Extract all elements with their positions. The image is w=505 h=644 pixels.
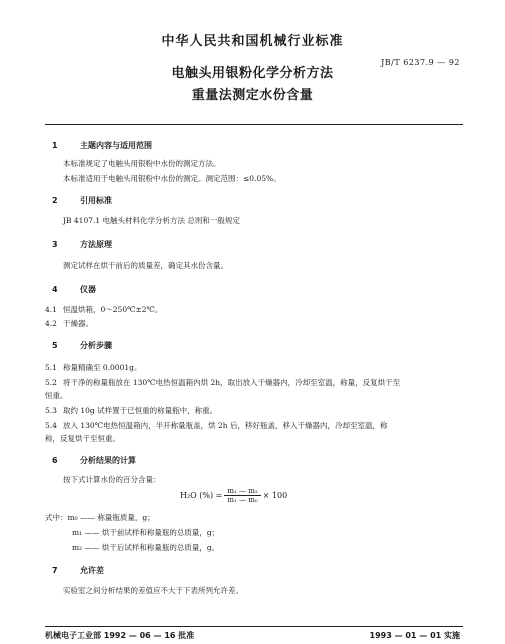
section-title: 分析结果的计算 xyxy=(80,456,136,465)
formula-denominator: m₁ — m₀ xyxy=(227,496,258,504)
bottom-divider xyxy=(45,626,463,627)
section-number: 2 xyxy=(52,196,58,205)
item-text: 干燥器。 xyxy=(63,319,93,328)
implementation-date: 1993 — 01 — 01 实施 xyxy=(369,631,460,640)
item-number: 4.1 xyxy=(45,305,57,314)
section-title: 仪器 xyxy=(80,285,96,294)
document-title-line-2: 重量法测定水份含量 xyxy=(191,88,314,103)
formula-rhs: × 100 xyxy=(262,491,288,500)
section-5-item-3 xyxy=(45,405,217,416)
item-text: 将干净的称量瓶放在 130℃电热恒温箱内烘 2h，取出放入干燥器内，冷却至室温，称量，反复烘干至 xyxy=(63,378,401,387)
section-title: 方法原理 xyxy=(80,240,112,249)
section-number: 1 xyxy=(52,141,58,150)
section-3-paragraph: 测定试样在烘干前后的质量差，确定其水份含量。 xyxy=(63,261,228,270)
formula-where-m1: m₁ —— 烘干前试样和称量瓶的总质量，g； xyxy=(72,528,220,537)
item-text: 恒温烘箱，0～250℃±2℃。 xyxy=(63,305,163,314)
section-title: 引用标准 xyxy=(80,196,112,205)
section-2-heading xyxy=(52,195,112,206)
document-title-line-1: 电触头用银粉化学分析方法 xyxy=(171,66,334,81)
section-4-heading xyxy=(52,284,96,295)
section-6-heading xyxy=(52,455,136,466)
section-title: 主题内容与适用范围 xyxy=(80,141,152,150)
formula-numerator: m₁ — m₂ xyxy=(224,487,260,496)
item-number: 5.2 xyxy=(45,378,57,387)
section-3-heading xyxy=(52,239,112,250)
section-4-item-1 xyxy=(45,304,162,315)
section-5-item-4 xyxy=(45,420,387,431)
section-7-paragraph: 实验室之间分析结果的差值应不大于下表所列允许差。 xyxy=(63,586,243,595)
section-number: 7 xyxy=(52,566,58,575)
calculation-intro: 按下式计算水份的百分含量： xyxy=(63,475,161,484)
section-5-item-4-continued: 称，反复烘干至恒重。 xyxy=(45,434,120,443)
section-7-heading xyxy=(52,565,104,576)
item-number: 5.3 xyxy=(45,406,57,415)
standard-code: JB/T 6237.9 — 92 xyxy=(381,58,460,67)
section-2-reference: JB 4107.1 电触头材料化学分析方法 总则和一般规定 xyxy=(63,216,240,225)
item-number: 5.1 xyxy=(45,363,57,372)
formula-where-m0: 式中：m₀ —— 称量瓶质量，g； xyxy=(45,513,155,522)
section-5-item-2-continued: 恒重。 xyxy=(45,391,68,400)
section-number: 5 xyxy=(52,341,58,350)
section-title: 分析步骤 xyxy=(80,341,112,350)
formula-lhs: H₂O (%) = xyxy=(180,491,223,500)
item-number: 4.2 xyxy=(45,319,57,328)
approval-info: 机械电子工业部 1992 — 06 — 16 批准 xyxy=(45,631,195,640)
section-1-heading xyxy=(52,140,152,151)
section-number: 4 xyxy=(52,285,58,294)
water-content-formula xyxy=(180,487,287,504)
section-title: 允许差 xyxy=(80,566,104,575)
section-1-paragraph-1: 本标准规定了电触头用银粉中水份的测定方法。 xyxy=(63,159,221,168)
item-text: 取约 10g 试样置于已恒重的称量瓶中，称重。 xyxy=(63,406,218,415)
section-number: 6 xyxy=(52,456,58,465)
item-number: 5.4 xyxy=(45,421,57,430)
section-5-item-2 xyxy=(45,377,400,388)
issuing-organization: 中华人民共和国机械行业标准 xyxy=(161,34,344,49)
section-number: 3 xyxy=(52,240,58,249)
top-divider xyxy=(45,124,463,125)
section-5-heading xyxy=(52,340,112,351)
item-text: 放入 130℃电热恒温箱内，半开称量瓶盖，烘 2h 后，移好瓶盖，移入干燥器内，冷却至室温，称 xyxy=(63,421,388,430)
section-4-item-2 xyxy=(45,318,93,329)
item-text: 称量精确至 0.0001g。 xyxy=(63,363,142,372)
section-1-paragraph-2: 本标准适用于电触头用银粉中水份的测定。测定范围：≤0.05%。 xyxy=(63,174,281,183)
section-5-item-1 xyxy=(45,362,141,373)
formula-where-m2: m₂ —— 烘干后试样和称量瓶的总质量，g。 xyxy=(72,543,220,552)
formula-fraction xyxy=(224,487,260,504)
